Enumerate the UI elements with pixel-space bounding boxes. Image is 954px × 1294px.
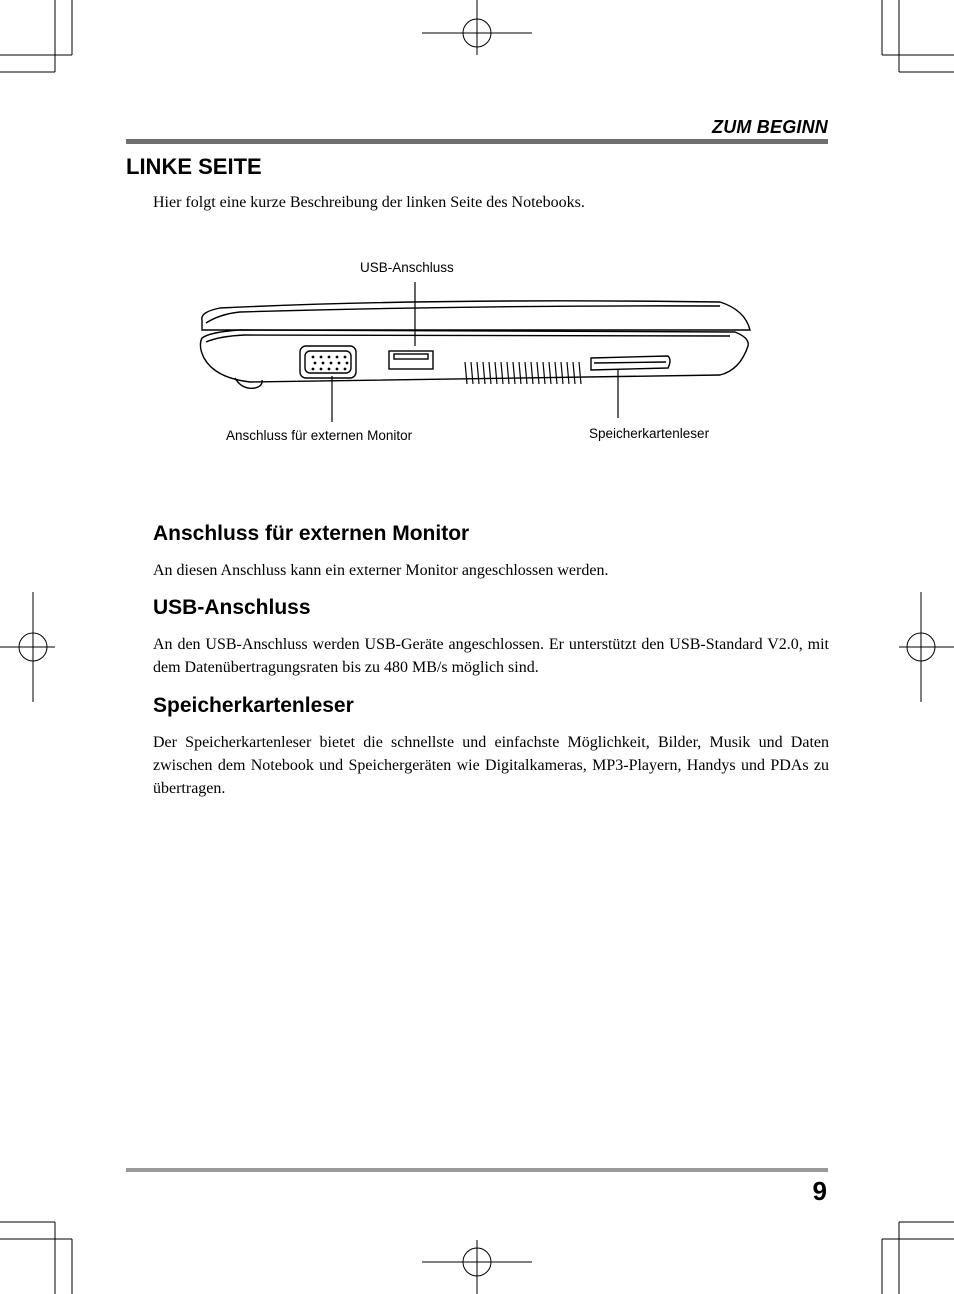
subsection-title-cardreader: Speicherkartenleser [153,694,354,717]
label-cardreader: Speicherkartenleser [589,426,710,441]
subsection-text-usb: An den USB-Anschluss werden USB-Geräte angeschlossen. Er unterstützt den USB-Standard V2.0, mit dem Datenübertragungsraten bis zu 480 MB/s möglich sind. [153,636,829,676]
label-usb: USB-Anschluss [360,260,454,275]
subsection-title-monitor: Anschluss für externen Monitor [153,522,470,545]
subsection-text-cardreader: Der Speicherkartenleser bietet die schnellste und einfachste Möglichkeit, Bilder, Musik und Daten zwischen dem Notebook und Speichergeräten wie Digitalkameras, MP3-Playern, Handys und PDAs zu übertragen. [153,734,829,797]
label-monitor: Anschluss für externen Monitor [226,428,413,443]
header-rule [126,139,828,144]
running-header: ZUM BEGINN [712,117,828,137]
intro-paragraph: Hier folgt eine kurze Beschreibung der linken Seite des Notebooks. [153,194,585,211]
page-number: 9 [812,1176,827,1206]
subsection-text-monitor: An diesen Anschluss kann ein externer Monitor angeschlossen werden. [153,562,609,579]
subsection-title-usb: USB-Anschluss [153,596,311,619]
footer-rule [126,1168,828,1172]
notebook-left-side-figure [180,250,780,465]
section-title: LINKE SEITE [126,154,262,179]
